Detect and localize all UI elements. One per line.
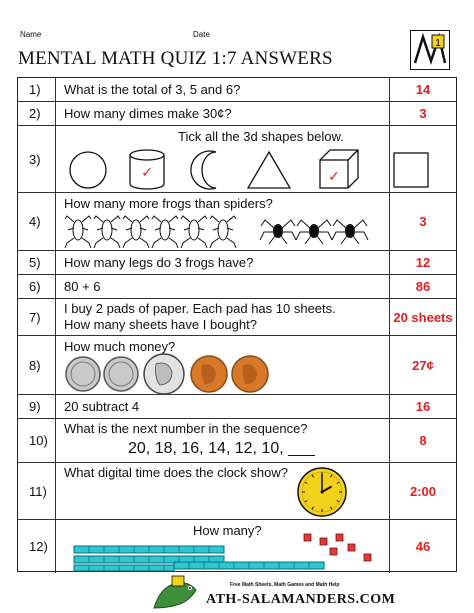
moon-icon [191,151,216,189]
question-number: 7) [18,299,56,335]
question-number: 10) [18,419,56,462]
question-row-8 [18,336,456,395]
ten-rod-icon [74,565,174,571]
question-number: 12) [18,520,56,573]
question-number: 8) [18,336,56,394]
answer [389,126,456,192]
question-text-line-2: How many sheets have I bought? [64,317,257,332]
question-text: How much money? [64,339,176,354]
answer: 27¢ [389,336,456,394]
unit-cube-icon [348,544,355,551]
answer: 46 [389,520,456,573]
question-text: How many more frogs than spiders? [64,196,273,211]
question-text: How many dimes make 30¢? [64,106,232,121]
frogs-spiders-picture [64,212,374,250]
salamander-icon [411,31,448,68]
unit-cube-icon [304,534,311,541]
question-text: What is the next number in the sequence? [64,421,308,436]
base-ten-blocks [64,532,394,572]
question-text: What digital time does the clock show? [64,465,288,480]
answer: 12 [389,251,456,274]
salamander-mascot-icon [150,574,210,610]
question-number: 11) [18,463,56,519]
question-row-7 [18,299,456,336]
shapes-row [58,146,438,196]
question-text: What is the total of 3, 5 and 6? [64,82,241,97]
tick-mark: ✓ [141,164,153,180]
frog-icon [65,216,91,248]
unit-cube-icon [336,534,343,541]
question-row-10 [18,419,456,463]
answer: 3 [389,102,456,125]
footer-tagline: Free Math Sheets, Math Games and Math Help [230,582,340,588]
question-row-6 [18,275,456,299]
footer-logo [150,574,440,610]
footer-brand[interactable]: ATH-SALAMANDERS.COM [206,592,396,607]
quiz-table [17,77,457,572]
unit-cubes [304,534,371,561]
ten-rod-icon [174,562,324,569]
question-text: Tick all the 3d shapes below. [178,129,344,144]
question-number: 1) [18,78,56,101]
tick-mark: ✓ [328,168,340,184]
question-row-11 [18,463,456,520]
question-number: 4) [18,193,56,250]
circle-icon [70,152,106,188]
spider-icon [260,220,296,244]
question-number: 6) [18,275,56,298]
question-row-4 [18,193,456,251]
question-text: How many legs do 3 frogs have? [64,255,254,270]
answer: 16 [389,395,456,418]
answer: 2:00 [389,463,456,519]
unit-cube-icon [320,538,327,545]
coins-picture [64,354,284,394]
page-title: MENTAL MATH QUIZ 1:7 ANSWERS [18,48,333,69]
triangle-icon [248,152,290,188]
clock-icon [294,465,350,517]
question-text: I buy 2 pads of paper. Each pad has 10 sheets. [64,301,336,316]
date-label: Date [193,30,210,39]
question-row-1 [18,78,456,102]
answer: 20 sheets [389,299,456,335]
number-sequence: 20, 18, 16, 14, 12, 10, ___ [128,440,315,457]
question-number: 3) [18,126,56,192]
question-text: 20 subtract 4 [64,399,140,414]
cube-icon [320,150,358,188]
answer: 86 [389,275,456,298]
question-row-5 [18,251,456,275]
cylinder-icon [130,150,164,189]
unit-cube-icon [364,554,371,561]
question-row-2 [18,102,456,126]
question-number: 9) [18,395,56,418]
answer: 3 [389,193,456,250]
answer: 14 [389,78,456,101]
question-text: 80 + 6 [64,279,101,294]
question-row-9 [18,395,456,419]
question-number: 2) [18,102,56,125]
answer: 8 [389,419,456,462]
question-row-3 [18,126,456,193]
question-row-12 [18,520,456,573]
salamander-logo [410,30,450,70]
ten-rod-icon [74,546,224,553]
logo-number: 1 [435,38,441,49]
question-text: How many? [193,523,262,538]
question-number: 5) [18,251,56,274]
unit-cube-icon [330,548,337,555]
name-label: Name [20,30,42,39]
